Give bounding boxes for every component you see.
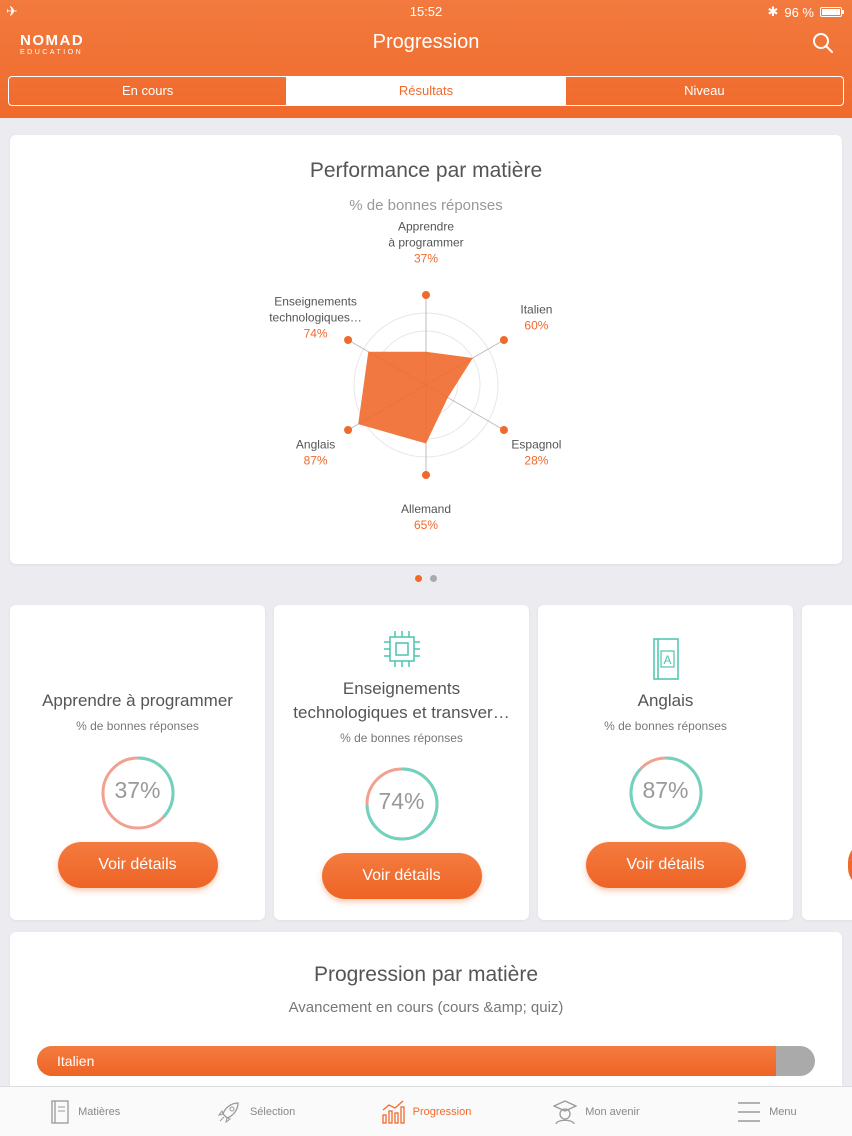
page-dot-1[interactable]: [415, 575, 422, 582]
tab-label: Progression: [412, 1105, 472, 1118]
radar-axis-dot: [422, 471, 430, 479]
radar-label: Italien: [520, 302, 553, 317]
performance-subtitle: % de bonnes réponses: [349, 197, 503, 214]
tab-matieres[interactable]: [0, 1087, 170, 1136]
radar-label: Enseignements: [274, 294, 357, 309]
progress-fill: [37, 1046, 776, 1076]
segmented-control: [8, 76, 844, 106]
subject-name: Apprendre à programmer: [42, 691, 233, 710]
radar-axis-dot: [422, 291, 430, 299]
tab-label: Mon avenir: [585, 1105, 640, 1118]
bluetooth-icon: ✱: [767, 4, 779, 19]
tab-progression[interactable]: [341, 1087, 511, 1136]
page-title: Progression: [372, 31, 480, 53]
progression-card: [10, 932, 842, 1112]
status-bar: [0, 4, 852, 20]
subject-name: Anglais: [637, 691, 694, 710]
radar-label: Allemand: [400, 502, 452, 516]
airplane-mode-icon: ✈: [6, 3, 18, 19]
tab-mon-avenir[interactable]: [511, 1087, 681, 1136]
tab-label: Sélection: [249, 1105, 296, 1118]
nomad-logo: NOMAD EDUCATION: [20, 32, 85, 56]
voir-details-button[interactable]: [848, 842, 852, 888]
tab-menu[interactable]: [682, 1087, 852, 1136]
battery-percent: 96 %: [784, 4, 814, 20]
subject-card: [274, 605, 529, 920]
score-value: 37%: [114, 777, 161, 803]
voir-details-button[interactable]: Voir détails: [322, 853, 482, 899]
subject-subtitle: % de bonnes réponses: [340, 731, 463, 745]
score-value: 74%: [378, 788, 425, 814]
radar-label: Anglais: [295, 437, 336, 452]
score-ring: [628, 755, 704, 831]
segment-resultats[interactable]: Résultats: [286, 77, 564, 105]
rocket-icon: [216, 1099, 242, 1125]
radar-value: 74%: [303, 326, 328, 341]
progression-title: Progression par matière: [313, 963, 539, 986]
radar-label: à programmer: [388, 235, 464, 250]
radar-value: 37%: [413, 251, 439, 266]
subject-name: Enseignements technologiques et transver…: [293, 679, 510, 722]
radar-value: 87%: [303, 453, 328, 468]
performance-title: Performance par matière: [309, 159, 543, 182]
progress-label: Italien: [57, 1053, 95, 1069]
subject-card: [538, 605, 793, 920]
radar-label: Apprendre: [397, 219, 455, 234]
book-icon: [50, 1100, 70, 1124]
score-value: 87%: [642, 777, 689, 803]
radar-value: 28%: [524, 453, 549, 468]
voir-details-button[interactable]: Voir détails: [58, 842, 218, 888]
radar-label: Espagnol: [511, 437, 562, 452]
page-dot-2[interactable]: [430, 575, 437, 582]
radar-axis-dot: [344, 426, 352, 434]
tab-label: Menu: [769, 1105, 797, 1118]
chip-icon: [380, 627, 424, 671]
tab-bar: [0, 1086, 852, 1136]
subject-card-partial[interactable]: [802, 605, 852, 920]
subject-subtitle: % de bonnes réponses: [604, 719, 727, 733]
page-indicator: [0, 575, 852, 582]
progress-bar[interactable]: [37, 1046, 815, 1076]
svg-text:A: A: [662, 653, 672, 667]
book-icon: [651, 637, 681, 681]
radar-value: 60%: [524, 318, 549, 333]
subject-subtitle: % de bonnes réponses: [76, 719, 199, 733]
radar-axis-dot: [344, 336, 352, 344]
score-ring: [364, 766, 440, 842]
radar-axis-dot: [500, 426, 508, 434]
subject-card: [10, 605, 265, 920]
radar-axis-dot: [500, 336, 508, 344]
graduate-icon: [553, 1099, 577, 1125]
radar-value: 65%: [413, 518, 439, 532]
battery-icon: [820, 7, 842, 17]
tab-label: Matières: [78, 1105, 121, 1118]
segment-niveau[interactable]: Niveau: [565, 77, 843, 105]
score-ring: [100, 755, 176, 831]
voir-details-button[interactable]: Voir détails: [586, 842, 746, 888]
search-icon[interactable]: [812, 32, 834, 54]
radar-label: technologiques…: [269, 310, 362, 325]
status-time: 15:52: [409, 4, 443, 19]
tab-selection[interactable]: [170, 1087, 340, 1136]
performance-card: [10, 135, 842, 564]
app-header: [0, 0, 852, 118]
chart-icon: [381, 1100, 405, 1124]
progression-subtitle: Avancement en cours (cours &amp; quiz): [288, 999, 564, 1016]
segment-en-cours[interactable]: En cours: [122, 83, 174, 98]
menu-icon: [737, 1100, 761, 1124]
